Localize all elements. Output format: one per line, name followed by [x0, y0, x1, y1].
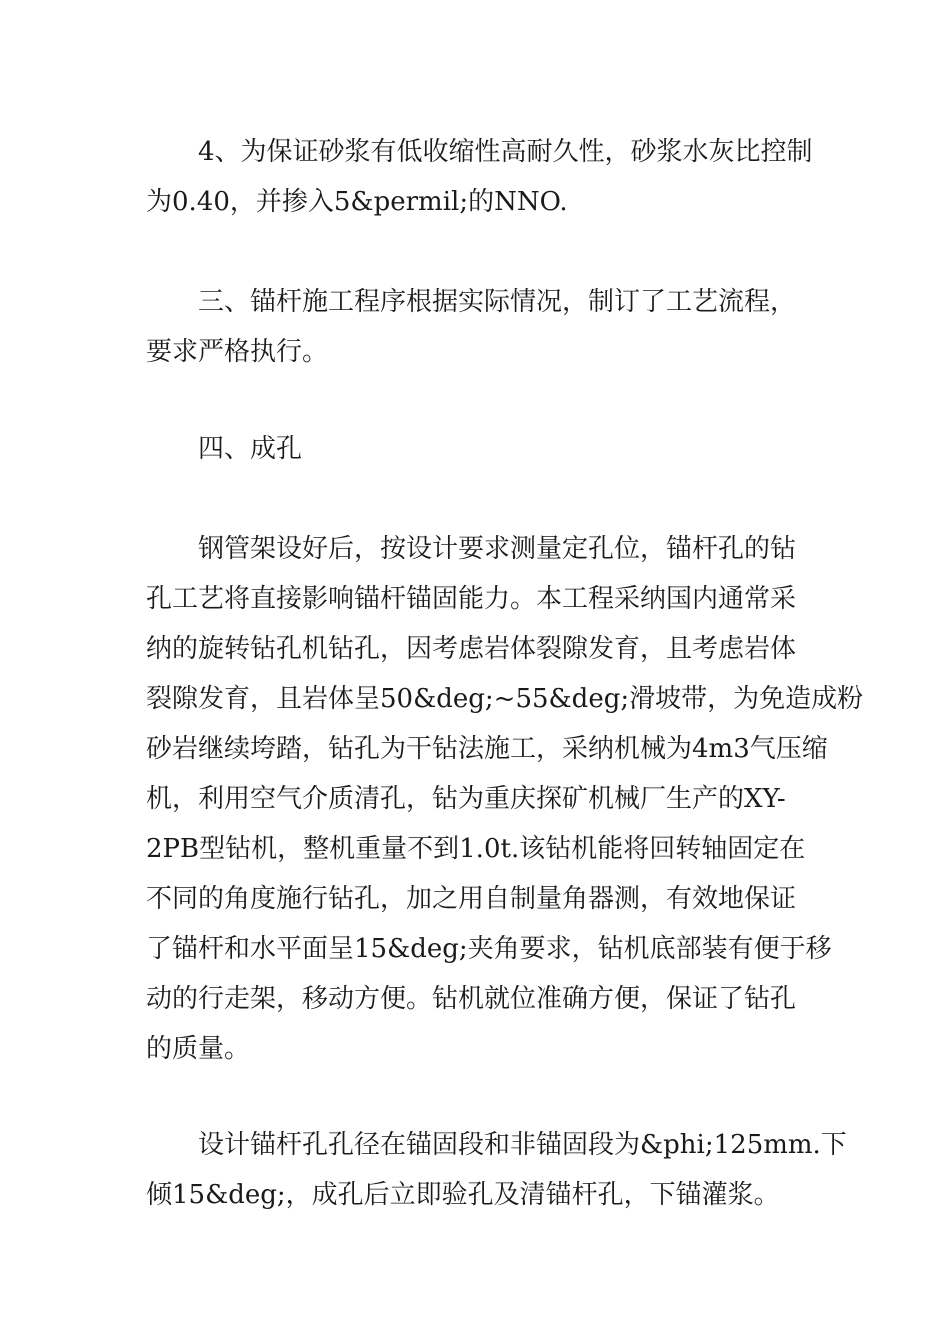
section-heading-drilling — [146, 424, 808, 474]
text-line: 为0.40，并掺入5&permil;的NNO. — [146, 187, 568, 217]
paragraph-drilling-process — [146, 524, 864, 1074]
text-line: 4、为保证砂浆有低收缩性高耐久性，砂浆水灰比控制 — [198, 137, 813, 167]
text-line: 孔工艺将直接影响锚杆锚固能力。本工程采纳国内通常采 — [146, 584, 797, 614]
text-line: 动的行走架，移动方便。钻机就位准确方便，保证了钻孔 — [146, 984, 797, 1014]
text-line: 三、锚杆施工程序根据实际情况，制订了工艺流程， — [198, 287, 797, 317]
text-line: 钢管架设好后，按设计要求测量定孔位，锚杆孔的钻 — [198, 534, 797, 564]
text-line: 倾15&deg;，成孔后立即验孔及清锚杆孔，下锚灌浆。 — [146, 1180, 780, 1210]
text-line: 了锚杆和水平面呈15&deg;夹角要求，钻机底部装有便于移 — [146, 934, 832, 964]
text-line: 设计锚杆孔孔径在锚固段和非锚固段为&phi;125mm.下 — [198, 1130, 847, 1160]
text-line: 纳的旋转钻孔机钻孔，因考虑岩体裂隙发育，且考虑岩体 — [146, 634, 797, 664]
text-line: 要求严格执行。 — [146, 337, 329, 367]
text-line: 四、成孔 — [198, 434, 303, 464]
text-line: 的质量。 — [146, 1034, 251, 1064]
text-line: 机，利用空气介质清孔，钻为重庆探矿机械厂生产的XY- — [146, 784, 786, 814]
text-line: 2PB型钻机，整机重量不到1.0t.该钻机能将回转轴固定在 — [146, 834, 806, 864]
paragraph-hole-diameter — [146, 1120, 847, 1220]
text-line: 不同的角度施行钻孔，加之用自制量角器测，有效地保证 — [146, 884, 797, 914]
paragraph-construction-procedure — [146, 277, 808, 377]
text-line: 砂岩继续垮踏，钻孔为干钻法施工，采纳机械为4m3气压缩 — [146, 734, 828, 764]
text-line: 裂隙发育，且岩体呈50&deg;~55&deg;滑坡带，为免造成粉 — [146, 684, 864, 714]
paragraph-mortar-ratio — [146, 127, 813, 227]
